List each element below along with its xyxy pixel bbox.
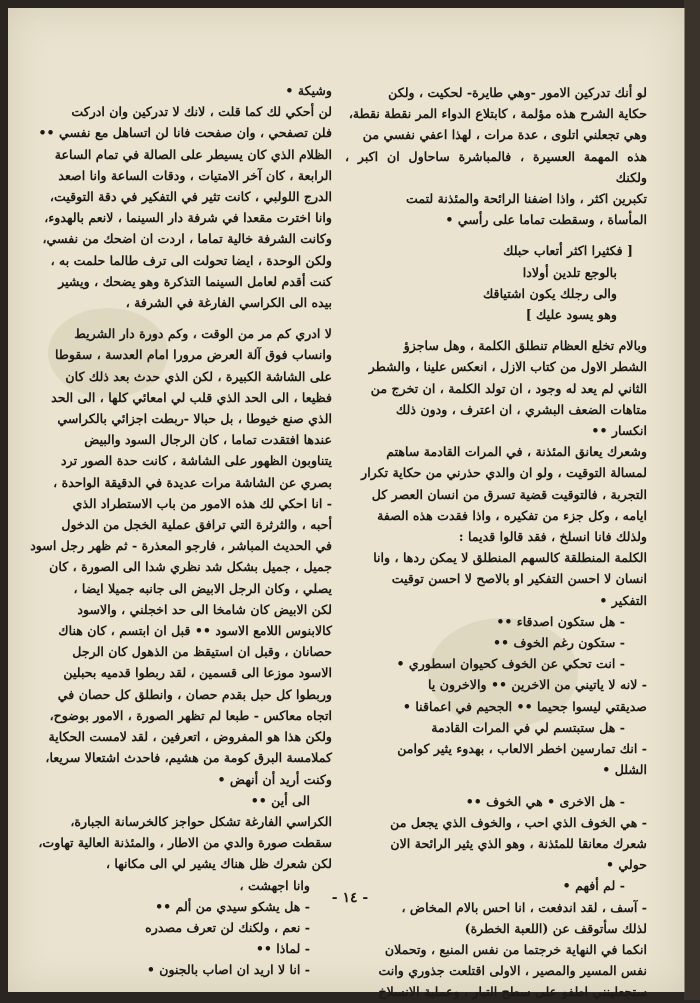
paragraph-line: - انا احكي لك هذه الامور من باب الاستطراد الذي <box>72 495 332 511</box>
dialogue-line: شعرك معانقا للمئذنة ، وهو الذي يثير الرائحة الان <box>390 835 647 851</box>
paragraph-line: الاسود موزعا الى قسمين ، لقد ربطوا قدميه بحبلين <box>63 665 332 681</box>
paragraph-line: لمسالة التوقيت ، ولو ان والدي حذرني من حكاية تكرار <box>361 465 647 481</box>
quote-line: [ فكثيرا اكثر أتعاب حبلك <box>503 243 633 259</box>
quote-line: بالوجع تلدين أولادا <box>522 264 617 280</box>
paragraph-line: انكسار •• <box>591 423 647 439</box>
paragraph-line: ولكن الوحدة ، ايضا تحولت الى ترف طالما حلمت به ، <box>50 252 332 268</box>
dialogue-line: صديقتي ليسوا جحيما •• الجحيم في اعماقنا • <box>402 698 647 714</box>
dialogue-line: - هل الاخرى • هي الخوف •• <box>465 793 625 809</box>
paragraph-line: اتجاه معاكس - طبعا لم تظهر الصورة ، الامور بوضوح، <box>49 707 332 723</box>
paragraph-line: ستجعلينني اطفو على سطح التيار ، وعملية الانسلاخ <box>378 984 647 1000</box>
paragraph-line: وبالام تخلع العظام تنطلق الكلمة ، وهل ساجزؤ <box>403 338 647 354</box>
paragraph-line: فلن تصفحي ، وان صفحت فانا لن اتساهل مع نفسي •• <box>38 125 332 141</box>
paragraph-line: وانا اجهشت ، <box>239 877 310 893</box>
dialogue-line: - هل يشكو سيدي من ألم •• <box>155 898 310 914</box>
dialogue-line: - هي الخوف الذي احب ، والخوف الذي يجعل من <box>390 814 647 830</box>
paragraph-line: الدرج اللولبي ، كانت تثير في التفكير في دقة التوقيت، <box>49 189 332 205</box>
paragraph-line: الذي صنع خيوطا ، بل حبالا -ربطت اجزائي بالكراسي <box>57 411 332 427</box>
paragraph-line: كنت أقدم لعامل السينما التذكرة وهو يضحك ، ويشير <box>58 273 332 289</box>
page-edge-shadow <box>684 0 700 1000</box>
paragraph-line: على الشاشة الكبيرة ، لكن الذي حدث بعد ذلك كان <box>65 368 332 384</box>
paragraph-line: لكن شعرك ظل هناك يشير لي الى مكانها ، <box>105 856 332 872</box>
paragraph-line: انسان لا احسن التفكير او بالاصح لا احسن توقيت <box>391 571 647 587</box>
paragraph-line: فظيعا ، الى الحد الذي قلب لي امعائي كلها ، الى الحد <box>51 389 332 405</box>
paragraph-line: الرابعة ، كان آخر الامتيات ، ودقات الساعة وانا اصعد <box>58 167 332 183</box>
dialogue-line: - لانه لا ياتيني من الاخرين •• والاخرون يا <box>428 677 647 693</box>
paragraph-line: حصانان ، وقبل ان استيقظ من الذهول كان الرجل <box>72 644 332 660</box>
paragraph-line: المأساة ، وسقطت تماما على رأسي • <box>445 212 647 228</box>
paragraph-line: في الحديث المباشر ، فارجو المعذرة - ثم ظهر رجل اسود <box>30 538 332 554</box>
paragraph-line: جميل ، جميل بشكل شد نظري شدا الى الصورة ، كان <box>49 559 332 575</box>
paragraph-line: بيده الى الكراسي الفارغة في الشرفة ، <box>125 295 332 311</box>
paragraph-line: حكاية الشرح هذه مؤلمة ، كابتلاع الدواء المر نقطة نقطة، <box>348 106 647 122</box>
paragraph-line: ولكن هذا هو المفروض ، اتعرفين ، لقد لامست الحكاية <box>48 729 332 745</box>
paragraph-line: ولذلك فانا انسلخ ، فقد قالوا قديما : <box>458 529 647 545</box>
text-column-left <box>28 80 332 981</box>
dialogue-line: لذلك سأتوقف عن (اللعبة الخطرة) <box>464 920 647 936</box>
quote-line: والى رجلك يكون اشتياقك <box>482 285 617 301</box>
paragraph-line: يصلي ، وكان الرجل الابيض الى جانبه جميلا ايضا ، <box>73 580 332 596</box>
paragraph-line: هذه المهمة العسيرة ، فالمباشرة ساحاول ان اكبر ، ولكنك <box>345 148 647 185</box>
paragraph-line: وهي تجعلني اتلوى ، عدة مرات ، لهذا اعفي نفسي من <box>362 127 647 143</box>
page-number: - ١٤ - <box>331 890 369 906</box>
paragraph-line: لا ادري كم مر من الوقت ، وكم دورة دار الشريط <box>74 326 332 342</box>
paragraph-line: وشيكة • <box>285 83 332 98</box>
paragraph-line: بصري عن الشاشة مرات عديدة في الدقيقة الواحدة ، <box>53 474 332 490</box>
paragraph-line: وانساب فوق آلة العرض مرورا امام العدسة ، سقوطا <box>55 347 332 363</box>
paragraph-line: وكانت الشرفة خالية تماما ، اردت ان اضحك من نفسي، <box>42 231 332 247</box>
dialogue-line: - ستكون رغم الخوف •• <box>492 635 625 651</box>
paragraph-line: الكلمة المنطلقة كالسهم المنطلق لا يمكن ردها ، وانا <box>373 550 647 566</box>
paragraph-line: تكبرين اكثر ، واذا اضفنا الرائحة والمئذنة لتمت <box>405 191 647 207</box>
paragraph-line: وشعرك يعانق المئذنة ، في المرات القادمة ساهتم <box>386 444 647 460</box>
dialogue-line: الشلل • <box>602 762 647 778</box>
paragraph-line: وربطوا كل حبل بقدم حصان ، وانطلق كل حصان في <box>57 686 332 702</box>
dialogue-line: - نعم ، ولكنك لن تعرف مصدره <box>145 919 310 935</box>
dialogue-line: - لم أفهم • <box>562 878 625 894</box>
paragraph-line: الثاني لم يعد له وجود ، ان تولد الكلمة ، ان تخرج من <box>370 380 647 396</box>
dialogue-line: حولي • <box>605 857 647 873</box>
paragraph-line: لكن الابيض كان شامخا الى حد اخجلني ، والاسود <box>77 601 332 617</box>
dialogue-line: - انا لا اريد ان اصاب بالجنون • <box>146 962 310 978</box>
paragraph-line: التفكير • <box>599 592 647 608</box>
paragraph-line: أحبه ، والثرثرة التي ترافق عملية الخجل من الدخول <box>61 517 332 533</box>
paragraph-line: عندها افتقدت تماما ، كان الرجال السود والبيض <box>84 432 332 448</box>
paragraph-line: الظلام الذي كان يسيطر على الصالة في تمام الساعة <box>54 146 332 162</box>
text-column-right <box>345 82 647 1003</box>
dialogue-line: - انت تحكي عن الخوف كحيوان اسطوري • <box>396 656 625 672</box>
paragraph-line: كالابنوس اللامع الاسود •• قبل ان ابتسم ، كان هناك <box>58 623 332 639</box>
paragraph-line: كملامسة البرق كومة من هشيم، فاحدث اشتعالا سريعا، <box>45 750 332 766</box>
paragraph-line: لن أحكي لك كما قلت ، لانك لا تدركين وان ادركت <box>71 104 332 120</box>
paragraph-line: سقطت صورة والدي من الاطار ، والمئذنة العالية تهاوت، <box>38 835 332 851</box>
dialogue-line: - آسف ، لقد اندفعت ، انا احس بالام المخاض ، <box>401 899 647 915</box>
paragraph-line: نفس المسير والمصير ، الاولى اقتلعت جذوري وانت <box>378 963 647 979</box>
paragraph-line: الكراسي الفارغة تشكل حواجز كالخرسانة الجبارة، <box>70 813 332 829</box>
paragraph-line: يتناوبون الظهور على الشاشة ، كانت حدة الصور ترد <box>61 453 332 469</box>
dialogue-line: - لماذا •• <box>255 941 310 957</box>
paragraph-line: انكما في النهاية خرجتما من نفس المنبع ، وتحملان <box>384 941 647 957</box>
dialogue-line: - هل ستبتسم لي في المرات القادمة <box>431 719 625 735</box>
paragraph-line: ايامه ، وكل جزء من تفكيره ، واذا فقدت هذه الصفة <box>377 507 647 523</box>
dialogue-line: - انك تمارسين اخطر الالعاب ، بهدوء يثير كوامن <box>397 741 647 757</box>
quote-line: وهو يسود عليك ] <box>525 307 617 323</box>
dialogue-line: - هل ستكون اصدقاء •• <box>496 613 625 629</box>
paragraph-line: لو أنك تدركين الامور -وهي طايرة- لحكيت ، ولكن <box>388 85 647 100</box>
paragraph-line: وكنت أريد أن أنهض • <box>217 771 332 787</box>
paragraph-line: التجربة ، فالتوقيت قضية تسرق من انسان العصر كل <box>371 486 647 502</box>
paragraph-line: وانا اخترت مقعدا في شرفة دار السينما ، لانعم بالهدوء، <box>44 210 332 226</box>
paragraph-line: الشطر الاول من كتاب الازل ، انعكس علينا ، والشطر <box>368 359 647 375</box>
paragraph-line: الى أين •• <box>250 792 310 808</box>
paragraph-line: متاهات الضعف البشري ، ان اعترف ، ودون ذلك <box>395 401 647 417</box>
